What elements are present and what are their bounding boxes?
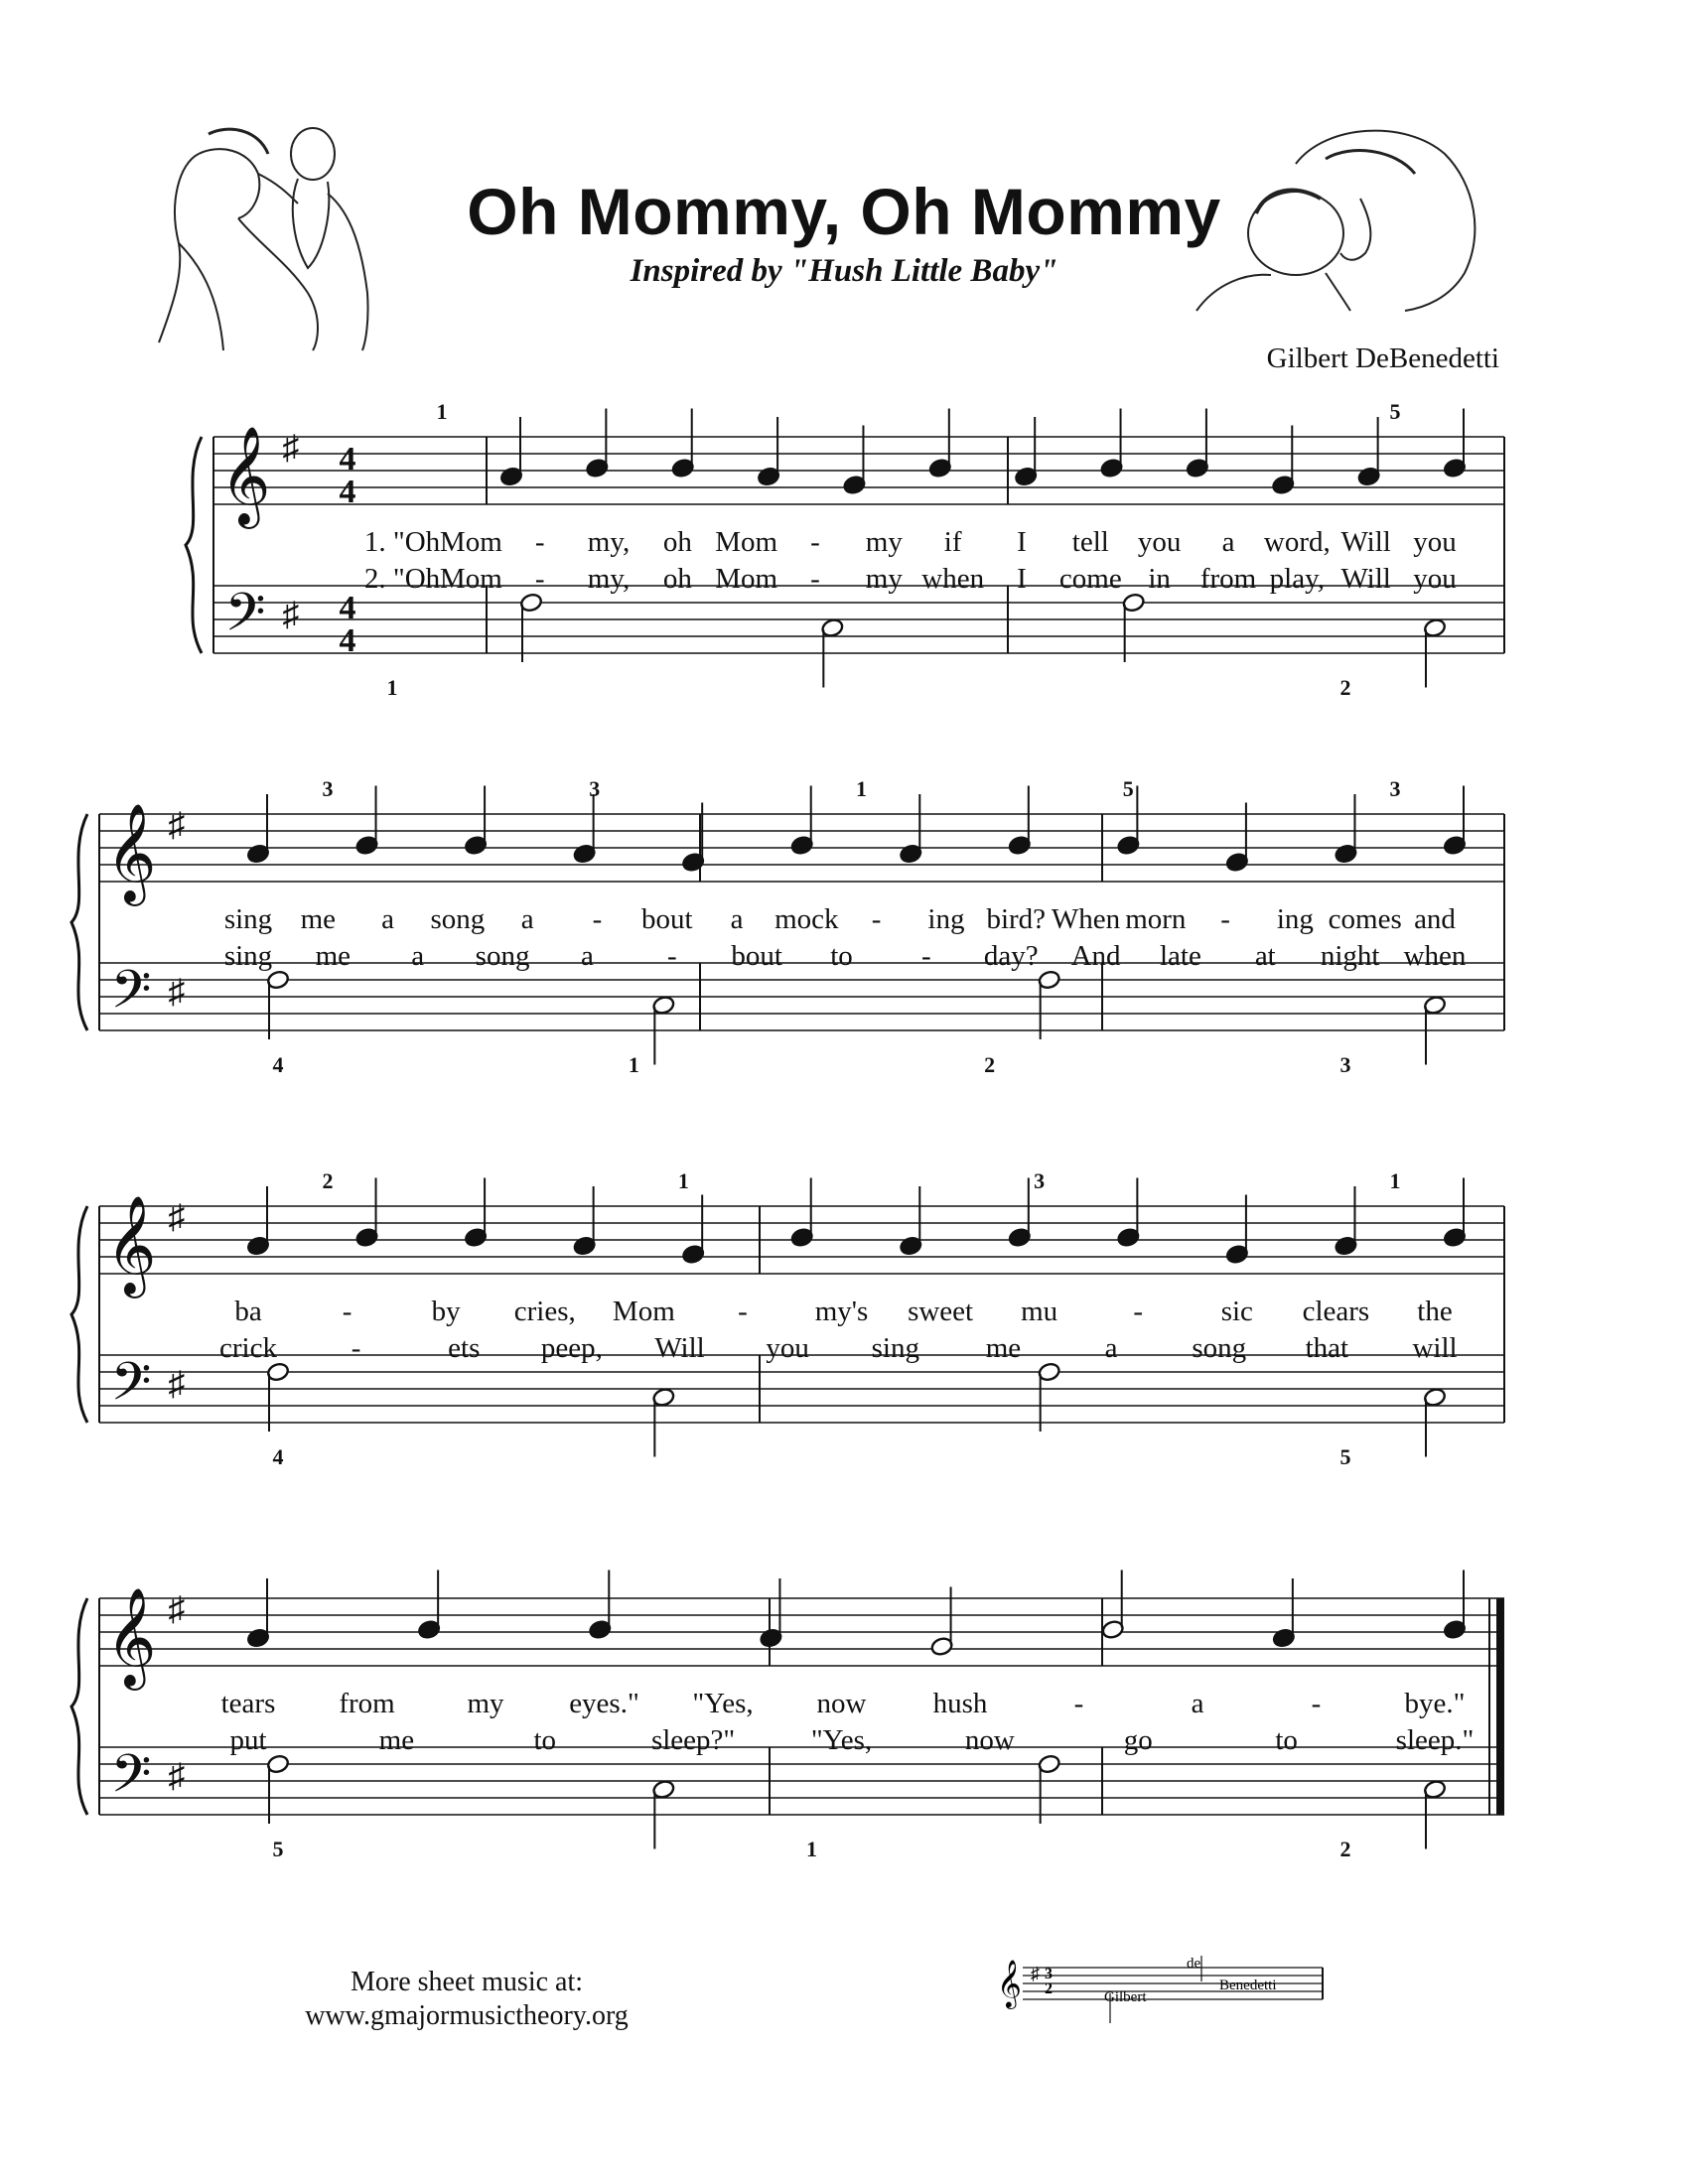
key-signature-sharp: ♯	[282, 597, 300, 633]
key-signature-sharp: ♯	[168, 1199, 186, 1236]
lyric-verse2-syllable: when	[921, 563, 985, 595]
lyric-verse2-syllable: me	[985, 1332, 1022, 1364]
lyric-verse1-syllable: bird?	[986, 903, 1047, 935]
lyric-verse2-syllable: I	[1017, 563, 1027, 595]
lyric-verse2-syllable: 2. "Oh	[363, 563, 441, 595]
lyric-verse2-syllable: Will	[1340, 563, 1391, 595]
lyric-verse2-syllable: a	[1104, 1332, 1118, 1364]
composer-signature-logo	[993, 1946, 1331, 2025]
key-signature-sharp: ♯	[168, 807, 186, 844]
lyric-verse1-syllable: -	[1311, 1688, 1322, 1719]
grand-staff-brace	[71, 814, 87, 1030]
lyric-verse2-syllable: ets	[448, 1332, 481, 1364]
treble-clef: 𝄞	[219, 428, 271, 523]
lyric-verse2-syllable: to	[533, 1724, 557, 1756]
lyric-verse1-syllable: 1. "Oh	[363, 526, 441, 558]
lyric-verse1-syllable: my	[865, 526, 903, 558]
bass-fingering-number: 5	[272, 1837, 284, 1861]
lyric-verse2-syllable: Mom	[439, 563, 502, 595]
lyric-verse1-syllable: comes	[1328, 903, 1402, 935]
key-signature-sharp: ♯	[168, 974, 186, 1011]
lyric-verse1-syllable: a	[1221, 526, 1235, 558]
lyric-verse2-syllable: And	[1070, 940, 1121, 972]
lyric-verse2-syllable: that	[1305, 1332, 1349, 1364]
lyric-verse2-syllable: -	[921, 940, 931, 972]
lyric-verse2-syllable: will	[1412, 1332, 1458, 1364]
lyric-verse2-syllable: a	[580, 940, 594, 972]
lyric-verse2-syllable: sleep."	[1395, 1724, 1475, 1756]
key-signature-sharp: ♯	[282, 430, 300, 467]
page-title: Oh Mommy, Oh Mommy	[467, 175, 1221, 248]
bass-fingering-number: 1	[628, 1052, 639, 1077]
lyric-verse2-syllable: day?	[983, 940, 1039, 972]
treble-staff	[213, 437, 1504, 504]
bass-staff	[213, 586, 1504, 653]
key-signature-sharp: ♯	[168, 1758, 186, 1795]
time-signature-bottom: 4	[339, 622, 356, 659]
lyric-verse1-syllable: if	[943, 526, 962, 558]
time-signature-bottom: 4	[339, 474, 356, 510]
lyric-verse1-syllable: Will	[1340, 526, 1391, 558]
lyric-verse1-syllable: -	[592, 903, 603, 935]
lyric-verse1-syllable: by	[431, 1296, 461, 1327]
treble-fingering-number: 1	[856, 776, 867, 801]
footer	[268, 1966, 665, 2033]
treble-fingering-number: 5	[1122, 776, 1134, 801]
lyric-verse1-syllable: I	[1017, 526, 1027, 558]
lyric-verse1-syllable: -	[871, 903, 882, 935]
lyric-verse1-syllable: you	[1137, 526, 1182, 558]
treble-fingering-number: 3	[1034, 1168, 1046, 1193]
bass-fingering-number: 1	[386, 675, 398, 700]
treble-clef: 𝄞	[105, 805, 157, 900]
lyric-verse2-syllable: Will	[654, 1332, 705, 1364]
bass-staff	[99, 1355, 1504, 1423]
lyric-verse1-syllable: cries,	[513, 1296, 576, 1327]
lyric-verse1-syllable: my's	[814, 1296, 869, 1327]
svg-text:♯: ♯	[1031, 1964, 1040, 1983]
lyric-verse1-syllable: a	[1191, 1688, 1204, 1719]
lyric-verse1-syllable: a	[381, 903, 395, 935]
bass-fingering-number: 2	[1339, 1837, 1351, 1861]
bass-clef: 𝄢	[110, 961, 152, 1031]
lyric-verse2-syllable: me	[315, 940, 352, 972]
lyric-verse1-syllable: oh	[662, 526, 692, 558]
lyric-verse1-syllable: now	[816, 1688, 867, 1719]
lyric-verse2-syllable: come	[1058, 563, 1122, 595]
lyric-verse1-syllable: bout	[640, 903, 693, 935]
svg-text:3: 3	[1045, 1966, 1053, 1982]
svg-text:Benedetti: Benedetti	[1219, 1978, 1277, 1993]
lyric-verse2-syllable: late	[1159, 940, 1201, 972]
key-signature-sharp: ♯	[168, 1366, 186, 1403]
lyric-verse1-syllable: sweet	[908, 1296, 974, 1327]
lyric-verse2-syllable: you	[1413, 563, 1457, 595]
lyric-verse1-syllable: my	[467, 1688, 504, 1719]
treble-fingering-number: 3	[322, 776, 334, 801]
lyric-verse2-syllable: a	[411, 940, 425, 972]
bass-staff	[99, 1747, 1504, 1815]
lyric-verse1-syllable: the	[1417, 1296, 1453, 1327]
grand-staff-brace	[186, 437, 202, 653]
lyric-verse1-syllable: -	[1133, 1296, 1144, 1327]
lyric-verse1-syllable: me	[300, 903, 337, 935]
treble-fingering-number: 2	[322, 1168, 334, 1193]
lyric-verse1-syllable: -	[810, 526, 820, 558]
treble-fingering-number: 3	[1389, 776, 1401, 801]
lyric-verse1-syllable: tears	[220, 1688, 276, 1719]
treble-fingering-number: 1	[677, 1168, 689, 1193]
lyric-verse1-syllable: my,	[587, 526, 631, 558]
lyric-verse2-syllable: you	[766, 1332, 809, 1364]
lyric-verse1-syllable: Mom	[612, 1296, 675, 1327]
lyric-verse2-syllable: Mom	[715, 563, 778, 595]
lyric-verse2-syllable: crick	[219, 1332, 277, 1364]
lyric-verse1-syllable: ing	[1276, 903, 1314, 935]
treble-fingering-number: 1	[1389, 1168, 1401, 1193]
lyric-verse2-syllable: to	[1275, 1724, 1298, 1756]
final-barline-thick	[1496, 1598, 1504, 1815]
lyric-verse1-syllable: -	[1073, 1688, 1084, 1719]
lyric-verse1-syllable: sic	[1220, 1296, 1253, 1327]
footer-website-link[interactable]: www.gmajormusictheory.org	[305, 2000, 629, 2031]
bass-clef: 𝄢	[110, 1353, 152, 1424]
lyric-verse2-syllable: when	[1403, 940, 1467, 972]
lyric-verse1-syllable: you	[1413, 526, 1457, 558]
lyric-verse2-syllable: song	[475, 940, 530, 972]
lyric-verse1-syllable: eyes."	[569, 1688, 639, 1719]
treble-clef: 𝄞	[105, 1197, 157, 1293]
lyric-verse2-syllable: -	[534, 563, 545, 595]
lyric-verse2-syllable: -	[666, 940, 677, 972]
lyric-verse2-syllable: go	[1123, 1724, 1153, 1756]
lyric-verse1-syllable: bye."	[1404, 1688, 1466, 1719]
lyric-verse1-syllable: -	[534, 526, 545, 558]
lyric-verse2-syllable: -	[810, 563, 820, 595]
lyric-verse1-syllable: word,	[1263, 526, 1331, 558]
lyric-verse1-syllable: Mom	[715, 526, 778, 558]
lyric-verse2-syllable: oh	[662, 563, 692, 595]
lyric-verse1-syllable: Mom	[439, 526, 502, 558]
treble-fingering-number: 5	[1389, 399, 1401, 424]
bass-clef: 𝄢	[110, 1745, 152, 1816]
lyric-verse1-syllable: "Yes,	[692, 1688, 754, 1719]
lyric-verse2-syllable: song	[1192, 1332, 1247, 1364]
lyric-verse1-syllable: mu	[1021, 1296, 1058, 1327]
lyric-verse2-syllable: sing	[871, 1332, 919, 1364]
lyric-verse2-syllable: bout	[731, 940, 782, 972]
lyric-verse2-syllable: peep,	[540, 1332, 603, 1364]
treble-fingering-number: 1	[436, 399, 448, 424]
lyric-verse1-syllable: When	[1051, 903, 1121, 935]
lyric-verse1-syllable: clears	[1302, 1296, 1370, 1327]
lyric-verse2-syllable: my	[865, 563, 903, 595]
lyric-verse2-syllable: -	[351, 1332, 361, 1364]
bass-fingering-number: 4	[272, 1052, 284, 1077]
lyric-verse2-syllable: play,	[1269, 563, 1325, 595]
lyric-verse1-syllable: sing	[223, 903, 273, 935]
lyric-verse2-syllable: now	[964, 1724, 1015, 1756]
lyric-verse1-syllable: ing	[927, 903, 965, 935]
lyric-verse2-syllable: my,	[587, 563, 631, 595]
lyric-verse1-syllable: -	[342, 1296, 352, 1327]
bass-fingering-number: 5	[1339, 1444, 1351, 1469]
bass-clef: 𝄢	[224, 584, 266, 654]
lyric-verse2-syllable: night	[1320, 940, 1380, 972]
lyric-verse1-syllable: a	[730, 903, 744, 935]
svg-text:𝄞: 𝄞	[997, 1962, 1022, 2007]
lyric-verse1-syllable: -	[1220, 903, 1230, 935]
grand-staff-brace	[71, 1598, 87, 1815]
time-signature-top: 4	[339, 590, 356, 626]
lyric-verse1-syllable: -	[738, 1296, 748, 1327]
lyric-verse1-syllable: from	[339, 1688, 395, 1719]
lyric-verse1-syllable: and	[1414, 903, 1456, 935]
grand-staff-brace	[71, 1206, 87, 1423]
svg-text:2: 2	[1045, 1980, 1053, 1997]
bass-fingering-number: 1	[806, 1837, 817, 1861]
svg-text:de: de	[1187, 1956, 1201, 1972]
footer-line-1: More sheet music at:	[350, 1967, 584, 1997]
composer-name: Gilbert DeBenedetti	[1266, 342, 1499, 374]
lyric-verse2-syllable: at	[1254, 940, 1276, 972]
time-signature-top: 4	[339, 441, 356, 478]
bass-fingering-number: 4	[272, 1444, 284, 1469]
lyric-verse2-syllable: put	[229, 1724, 267, 1756]
lyric-verse1-syllable: tell	[1071, 526, 1109, 558]
lyric-verse2-syllable: "Yes,	[810, 1724, 873, 1756]
key-signature-sharp: ♯	[168, 1591, 186, 1628]
lyric-verse2-syllable: in	[1148, 563, 1171, 595]
treble-fingering-number: 3	[589, 776, 601, 801]
page-subtitle: Inspired by "Hush Little Baby"	[630, 253, 1058, 289]
lyric-verse2-syllable: to	[830, 940, 853, 972]
lyric-verse1-syllable: ba	[234, 1296, 262, 1327]
bass-staff	[99, 963, 1504, 1030]
lyric-verse1-syllable: morn	[1125, 903, 1187, 935]
bass-fingering-number: 2	[984, 1052, 996, 1077]
lyric-verse2-syllable: sleep?"	[650, 1724, 736, 1756]
treble-clef: 𝄞	[105, 1589, 157, 1685]
bass-fingering-number: 2	[1339, 675, 1351, 700]
lyric-verse1-syllable: a	[520, 903, 534, 935]
bass-fingering-number: 3	[1339, 1052, 1351, 1077]
lyric-verse2-syllable: me	[378, 1724, 415, 1756]
svg-text:Gilbert: Gilbert	[1104, 1989, 1147, 2005]
lyric-verse1-syllable: hush	[932, 1688, 988, 1719]
lyric-verse2-syllable: from	[1199, 563, 1257, 595]
lyric-verse2-syllable: sing	[223, 940, 273, 972]
lyric-verse1-syllable: mock	[774, 903, 839, 935]
lyric-verse1-syllable: song	[430, 903, 486, 935]
